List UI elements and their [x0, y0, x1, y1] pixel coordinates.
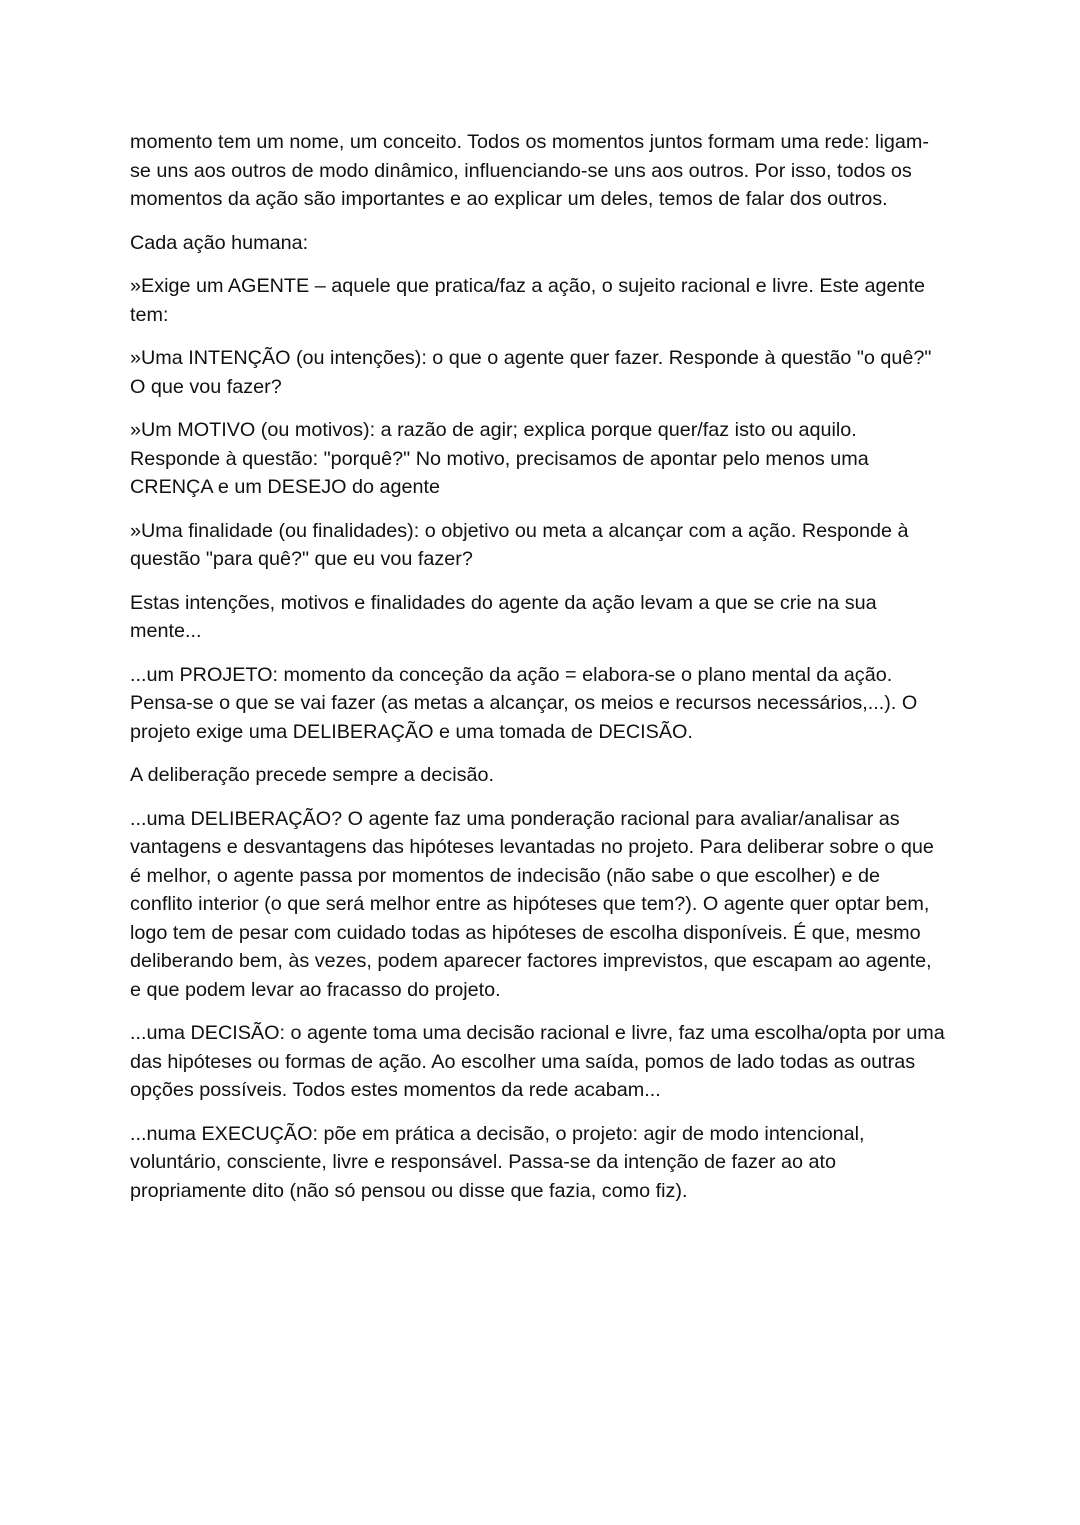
paragraph-agente: »Exige um AGENTE – aquele que pratica/faz a ação, o sujeito racional e livre. Este agente tem: — [130, 275, 926, 326]
paragraph-motivo: »Um MOTIVO (ou motivos): a razão de agir; explica porque quer/faz isto ou aquilo. Responde à questão: "porquê?" No motivo, precisamos de apontar pelo menos uma CRENÇA e um DESEJO do agente — [130, 419, 869, 498]
paragraph-deliberacao: ...uma DELIBERAÇÃO? O agente faz uma ponderação racional para avaliar/analisar as vantagens e desvantagens das hipóteses levantadas no projeto. Para deliberar sobre o que é melhor, o agente passa por momentos de indecisão (não sabe o que escolher) e de conflito interior (o que será melhor entre as hipóteses que tem?). O agente quer optar bem, logo tem de pesar com cuidado todas as hipóteses de escolha disponíveis. É que, mesmo deliberando bem, às vezes, podem aparecer factores imprevistos, que escapam ao agente, e que podem levar ao fracasso do projeto. — [130, 807, 934, 1001]
paragraph-decisao: ...uma DECISÃO: o agente toma uma decisão racional e livre, faz uma escolha/opta por uma das hipóteses ou formas de ação. Ao escolher uma saída, pomos de lado todas as outras opções possíveis. Todos estes momentos da rede acabam... — [130, 1022, 945, 1101]
paragraph-execucao: ...numa EXECUÇÃO: põe em prática a decisão, o projeto: agir de modo intencional, voluntário, consciente, livre e responsável. Passa-se da intenção de fazer ao ato propriamente dito (não só pensou ou disse que fazia, como fiz). — [130, 1122, 865, 1202]
paragraph-intencao: »Uma INTENÇÃO (ou intenções): o que o agente quer fazer. Responde à questão "o quê?" O que vou fazer? — [130, 347, 932, 398]
paragraph-projeto: ...um PROJETO: momento da conceção da ação = elabora-se o plano mental da ação. Pensa-se o que se vai fazer (as metas a alcançar, os meios e recursos necessários,...). O projeto exige uma DELIBERAÇÃO e uma tomada de DECISÃO. — [130, 663, 918, 743]
paragraph-deliberacao-precede: A deliberação precede sempre a decisão. — [130, 764, 494, 786]
paragraph-cada-acao: Cada ação humana: — [130, 231, 309, 254]
paragraph-intro: momento tem um nome, um conceito. Todos os momentos juntos formam uma rede: ligam-se uns aos outros de modo dinâmico, influenciando-se uns aos outros. Por isso, todos os momentos da ação são importantes e ao explicar um deles, temos de falar dos outros. — [130, 131, 929, 210]
paragraph-mente: Estas intenções, motivos e finalidades do agente da ação levam a que se crie na sua mente... — [130, 591, 877, 642]
paragraph-finalidade: »Uma finalidade (ou finalidades): o objetivo ou meta a alcançar com a ação. Responde à questão "para quê?" que eu vou fazer? — [130, 519, 909, 570]
